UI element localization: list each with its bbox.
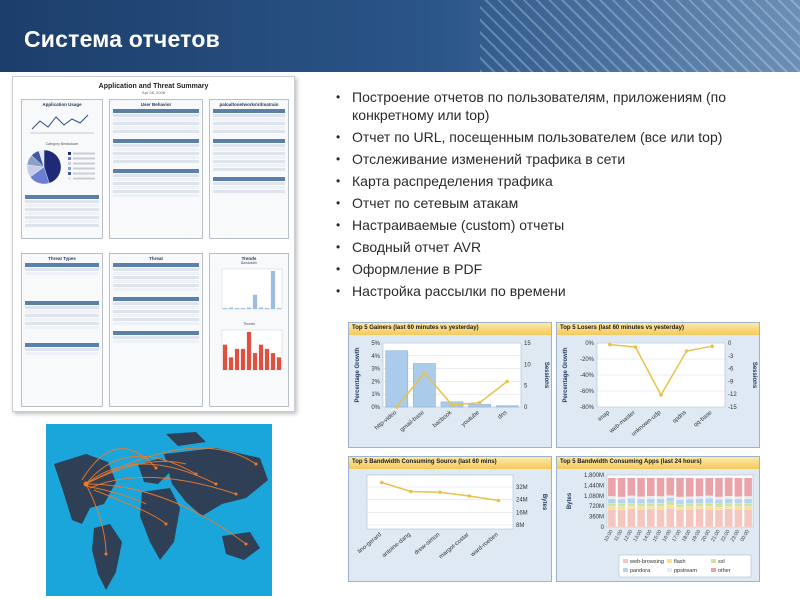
stacked-bar-segment: [725, 496, 733, 499]
x-tick-label: margot-costar: [438, 531, 471, 561]
stacked-bar-segment: [735, 503, 743, 506]
apps-chart-svg: [557, 469, 760, 582]
bar: [241, 349, 245, 370]
y2-tick-label: 5: [524, 383, 528, 390]
stacked-bar-segment: [744, 478, 752, 496]
bar: [235, 308, 239, 309]
legend-swatch: [667, 559, 672, 563]
stacked-bar-segment: [696, 496, 704, 498]
stacked-bar-segment: [657, 506, 665, 509]
stacked-bar-segment: [744, 506, 752, 509]
stacked-bar-segment: [608, 478, 616, 496]
y2-tick-label: -12: [728, 392, 737, 399]
y-tick-label: 0: [600, 525, 604, 531]
y-tick-label: 2%: [371, 379, 380, 386]
stacked-bar-segment: [608, 506, 616, 509]
report-date: Apr 28, 2008: [142, 90, 165, 95]
bar: [496, 406, 518, 407]
y2-tick-label: 10: [524, 362, 531, 369]
stacked-bar-segment: [696, 506, 704, 508]
x-tick-label: 15:00: [651, 529, 664, 543]
stacked-bar-segment: [696, 478, 704, 496]
y-tick-label: 0%: [585, 341, 594, 347]
x-tick-label: http-video: [374, 409, 399, 432]
x-tick-label: 16:00: [661, 529, 673, 543]
legend-text-line: [73, 178, 95, 180]
sources-chart-svg: [349, 469, 552, 582]
feature-item: • Отчет по URL, посещенным пользователем (все или top): [334, 128, 784, 146]
stacked-bar-segment: [686, 478, 694, 497]
legend-text-line: [73, 153, 95, 155]
stacked-bar-segment: [666, 498, 674, 502]
y-tick-label: -60%: [579, 389, 594, 395]
x-tick-label: 20:00: [700, 529, 712, 543]
stacked-bar-segment: [647, 478, 655, 496]
slide-header: [0, 0, 800, 72]
feature-item: • Настройка рассылки по времени: [334, 282, 784, 300]
x-tick-label: ward-roeben: [470, 531, 500, 559]
bandwidth-chart: [210, 265, 288, 317]
x-tick-label: 10:00: [603, 529, 615, 543]
panel-application-usage: [21, 99, 103, 239]
y2-axis-label: Bytes: [541, 493, 547, 511]
data-point: [710, 344, 714, 348]
legend-text-line: [73, 158, 95, 160]
stacked-bar-segment: [725, 509, 733, 527]
data-point: [685, 349, 689, 353]
stacked-bar-segment: [608, 499, 616, 504]
gainers-chart-svg: [349, 335, 552, 448]
legend-text-line: [73, 168, 95, 170]
stacked-bar-segment: [618, 507, 626, 510]
threats-label: Threats: [243, 322, 255, 326]
stacked-bar-segment: [676, 507, 684, 509]
stacked-bar-segment: [686, 497, 694, 499]
x-tick-label: 12:00: [622, 529, 635, 543]
legend-swatch: [68, 152, 71, 155]
y-tick-label: 1,800M: [583, 473, 604, 479]
stacked-bar-segment: [696, 503, 704, 506]
stacked-bar-segment: [696, 499, 704, 503]
bar: [241, 308, 245, 309]
stacked-bar-segment: [686, 504, 694, 507]
stacked-bar-segment: [744, 496, 752, 498]
stacked-bar-segment: [627, 498, 635, 503]
panel-user-behavior: [109, 99, 203, 239]
x-tick-label: dns: [497, 409, 509, 421]
legend-label: ssl: [718, 559, 725, 565]
chart-bandwidth-apps: [556, 456, 760, 582]
chart-title: Top 5 Bandwidth Consuming Source (last 60 mins): [349, 457, 551, 469]
stacked-bar-segment: [715, 510, 723, 527]
feature-item: • Построение отчетов по пользователям, приложениям (по конкретному или top): [334, 88, 784, 124]
y2-tick-label: 0: [728, 341, 732, 347]
legend-text-line: [73, 173, 95, 175]
y-tick-label: 3%: [371, 366, 380, 373]
data-point: [395, 405, 399, 409]
x-tick-label: 00:00: [739, 529, 751, 543]
data-point: [497, 499, 501, 503]
panel-title: paloaltonetworks\rdmatrain: [219, 102, 279, 107]
y-tick-label: 4%: [371, 353, 380, 360]
stacked-bar-segment: [705, 478, 713, 496]
x-tick-label: 11:00: [613, 529, 625, 543]
y2-axis-label: Sessions: [543, 361, 549, 389]
stacked-bar-segment: [637, 507, 645, 510]
chart-title: Top 5 Gainers (last 60 minutes vs yesterday): [349, 323, 551, 335]
legend-label: pandora: [630, 568, 651, 574]
stacked-bar-segment: [666, 502, 674, 505]
bandwidth-label: Bandwidth: [240, 261, 258, 265]
header-pattern: [480, 0, 800, 72]
stacked-bar-segment: [657, 478, 665, 496]
legend-label: web-browsing: [630, 559, 664, 565]
stacked-bar-segment: [725, 499, 733, 504]
stacked-bar-segment: [608, 496, 616, 498]
stacked-bar-segment: [715, 504, 723, 507]
legend-swatch: [68, 172, 71, 175]
stacked-bar-segment: [666, 508, 674, 527]
stacked-bar-segment: [666, 496, 674, 498]
stacked-bar-segment: [657, 503, 665, 506]
data-point: [478, 401, 482, 405]
feature-item: • Карта распределения трафика: [334, 172, 784, 190]
feature-item: • Отслеживание изменений трафика в сети: [334, 150, 784, 168]
stacked-bar-segment: [715, 478, 723, 497]
legend-swatch: [68, 162, 71, 165]
stacked-bar-segment: [627, 506, 635, 508]
stacked-bar-segment: [735, 499, 743, 503]
bar: [223, 308, 227, 309]
stacked-bar-segment: [618, 478, 626, 497]
slide-title: Система отчетов: [24, 26, 220, 52]
stacked-bar-segment: [744, 499, 752, 504]
x-tick-label: 22:00: [719, 529, 732, 543]
stacked-bar-segment: [627, 478, 635, 496]
feature-item: • Сводный отчет AVR: [334, 238, 784, 256]
stacked-bar-segment: [715, 507, 723, 510]
panel-title: Trends: [241, 256, 257, 261]
stacked-bar-segment: [725, 478, 733, 496]
x-tick-label: youtube: [460, 409, 481, 429]
panel-threat-types: [21, 253, 103, 407]
threats-chart: [210, 326, 288, 378]
bar: [253, 295, 257, 309]
stacked-bar-segment: [686, 507, 694, 510]
x-tick-label: web-master: [608, 409, 637, 435]
y-axis-label: Percentage Growth: [355, 347, 361, 403]
bar: [277, 357, 281, 370]
stacked-bar-segment: [657, 509, 665, 527]
y-tick-label: 0%: [371, 405, 380, 411]
data-point: [659, 393, 663, 397]
bar: [271, 353, 275, 370]
stacked-bar-segment: [637, 497, 645, 499]
legend-text-line: [73, 163, 95, 165]
x-tick-label: 21:00: [710, 529, 722, 543]
stacked-bar-segment: [676, 478, 684, 497]
x-tick-label: 18:00: [681, 529, 693, 543]
panel-top-users: [209, 99, 289, 239]
x-tick-label: gmail-base: [399, 409, 426, 434]
y-tick-label: 1,440M: [583, 483, 604, 490]
feature-item: • Настраиваемые (custom) отчеты: [334, 216, 784, 234]
stacked-bar-segment: [676, 500, 684, 505]
stacked-bar-segment: [705, 498, 713, 503]
legend-swatch: [68, 177, 71, 180]
stacked-bar-segment: [618, 499, 626, 503]
bar: [259, 345, 263, 370]
app-usage-sparkline: [22, 107, 102, 137]
stacked-bar-segment: [705, 509, 713, 527]
data-point: [409, 490, 413, 494]
stacked-bar-segment: [657, 499, 665, 504]
y2-tick-label: -15: [728, 405, 737, 411]
bar: [229, 308, 233, 309]
legend-swatch: [623, 559, 628, 563]
panel-title: Threat Types: [48, 256, 76, 261]
losers-chart-svg: [557, 335, 760, 448]
y-tick-label: 720M: [588, 504, 604, 511]
x-tick-label: qq-base: [693, 409, 714, 429]
y-tick-label: -80%: [579, 405, 594, 411]
y2-axis-label: Sessions: [751, 361, 757, 389]
stacked-bar-segment: [735, 497, 743, 499]
category-pie-chart: [22, 146, 102, 188]
x-tick-label: spdns: [671, 409, 688, 425]
stacked-bar-segment: [608, 503, 616, 506]
y2-tick-label: -6: [728, 366, 734, 373]
x-tick-label: 14:00: [642, 529, 654, 543]
bar: [235, 349, 239, 370]
bar: [469, 404, 491, 407]
stacked-bar-segment: [647, 503, 655, 506]
report-thumbnail: [12, 76, 295, 412]
y-tick-label: 1,080M: [583, 493, 604, 500]
x-tick-label: lino-gerard: [357, 531, 383, 555]
stacked-bar-segment: [744, 509, 752, 527]
stacked-bar-segment: [686, 509, 694, 527]
stacked-bar-segment: [627, 496, 635, 499]
world-map-graphic: [46, 424, 272, 596]
bar: [259, 308, 263, 309]
feature-item: • Отчет по сетевым атакам: [334, 194, 784, 212]
stacked-bar-segment: [647, 506, 655, 508]
y2-tick-label: 0: [524, 405, 528, 411]
stacked-bar-segment: [676, 497, 684, 500]
bar: [265, 308, 269, 309]
threat-map: [46, 424, 272, 596]
panel-threat: [109, 253, 203, 407]
x-tick-label: bacbook: [432, 409, 454, 430]
y2-tick-label: 16M: [516, 510, 528, 517]
y-tick-label: 1%: [371, 392, 380, 399]
stacked-bar-segment: [725, 506, 733, 508]
stacked-bar-segment: [686, 499, 694, 504]
stacked-bar-segment: [735, 478, 743, 497]
panel-title: User Behavior: [140, 102, 172, 107]
stacked-bar-segment: [627, 509, 635, 527]
stacked-bar-segment: [744, 503, 752, 506]
y-tick-label: -20%: [579, 357, 594, 363]
panel-title: Application Usage: [42, 102, 82, 107]
y2-tick-label: -3: [728, 353, 734, 360]
panel-title: Threat: [149, 256, 163, 261]
chart-title: Top 5 Losers (last 60 minutes vs yesterday): [557, 323, 759, 335]
stacked-bar-segment: [657, 496, 665, 498]
data-point: [423, 371, 427, 375]
stacked-bar-segment: [705, 503, 713, 506]
stacked-bar-segment: [705, 496, 713, 498]
legend-label: other: [718, 568, 731, 574]
stacked-bar-segment: [627, 503, 635, 506]
x-tick-label: 13:00: [632, 529, 644, 543]
stacked-bar-segment: [647, 499, 655, 504]
y2-tick-label: 32M: [516, 485, 528, 491]
y2-tick-label: 24M: [516, 497, 528, 504]
stacked-bar-segment: [666, 505, 674, 508]
x-tick-label: 23:00: [729, 529, 742, 543]
y-tick-label: 5%: [371, 341, 380, 347]
data-point: [608, 343, 612, 347]
bar: [229, 357, 233, 370]
stacked-bar-segment: [608, 509, 616, 527]
feature-item: • Оформление в PDF: [334, 260, 784, 278]
stacked-bar-segment: [618, 497, 626, 499]
legend-swatch: [623, 568, 628, 572]
bar: [223, 345, 227, 370]
stacked-bar-segment: [637, 499, 645, 503]
data-point: [467, 494, 471, 498]
stacked-bar-segment: [618, 503, 626, 506]
y2-tick-label: 8M: [516, 523, 525, 529]
y2-tick-label: 15: [524, 341, 531, 347]
stacked-bar-segment: [715, 497, 723, 499]
stacked-bar-segment: [618, 510, 626, 527]
y-axis-label: Bytes: [567, 492, 573, 510]
chart-top-gainers: [348, 322, 552, 448]
legend-swatch: [711, 559, 716, 563]
chart-bandwidth-sources: [348, 456, 552, 582]
data-point: [380, 481, 384, 485]
stacked-bar-segment: [735, 506, 743, 509]
y2-tick-label: -9: [728, 379, 734, 386]
legend-swatch: [667, 568, 672, 572]
legend-swatch: [68, 157, 71, 160]
bar: [413, 363, 435, 407]
stacked-bar-segment: [647, 496, 655, 498]
y-tick-label: -40%: [579, 373, 594, 379]
x-tick-label: drew-simon: [413, 531, 442, 557]
bar: [253, 353, 257, 370]
report-title: Application and Threat Summary: [98, 83, 209, 90]
data-point: [450, 403, 454, 407]
plot-area: [367, 475, 513, 529]
data-point: [634, 345, 638, 349]
category-breakdown-label: Category Breakdown: [45, 142, 79, 146]
legend-swatch: [68, 167, 71, 170]
bar: [247, 308, 251, 309]
stacked-bar-segment: [637, 509, 645, 527]
y-axis-label: Percentage Growth: [563, 347, 569, 403]
bar: [247, 332, 251, 370]
stacked-bar-segment: [705, 506, 713, 509]
x-tick-label: 19:00: [690, 529, 703, 543]
x-tick-label: antoine-dang: [381, 531, 413, 560]
x-tick-label: 17:00: [671, 529, 683, 543]
legend-swatch: [711, 568, 716, 572]
stacked-bar-segment: [637, 478, 645, 497]
panel-trends: [209, 253, 289, 407]
x-tick-label: unknown-udp: [630, 409, 663, 438]
bar: [277, 308, 281, 309]
stacked-bar-segment: [637, 503, 645, 506]
x-tick-label: imap: [597, 409, 612, 423]
legend-label: ppstream: [674, 568, 697, 574]
stacked-bar-segment: [696, 509, 704, 527]
stacked-bar-segment: [676, 504, 684, 507]
chart-title: Top 5 Bandwidth Consuming Apps (last 24 hours): [557, 457, 759, 469]
feature-list: [334, 88, 784, 304]
stacked-bar-segment: [676, 510, 684, 527]
legend-label: flash: [674, 559, 686, 565]
y-tick-label: 360M: [588, 514, 604, 521]
stacked-bar-segment: [666, 478, 674, 496]
stacked-bar-segment: [715, 499, 723, 504]
stacked-bar-segment: [647, 509, 655, 527]
bar: [265, 349, 269, 370]
data-point: [505, 380, 509, 384]
stacked-bar-segment: [735, 509, 743, 527]
stacked-bar-segment: [725, 504, 733, 507]
data-point: [438, 490, 442, 494]
chart-top-losers: [556, 322, 760, 448]
bar: [271, 271, 275, 309]
